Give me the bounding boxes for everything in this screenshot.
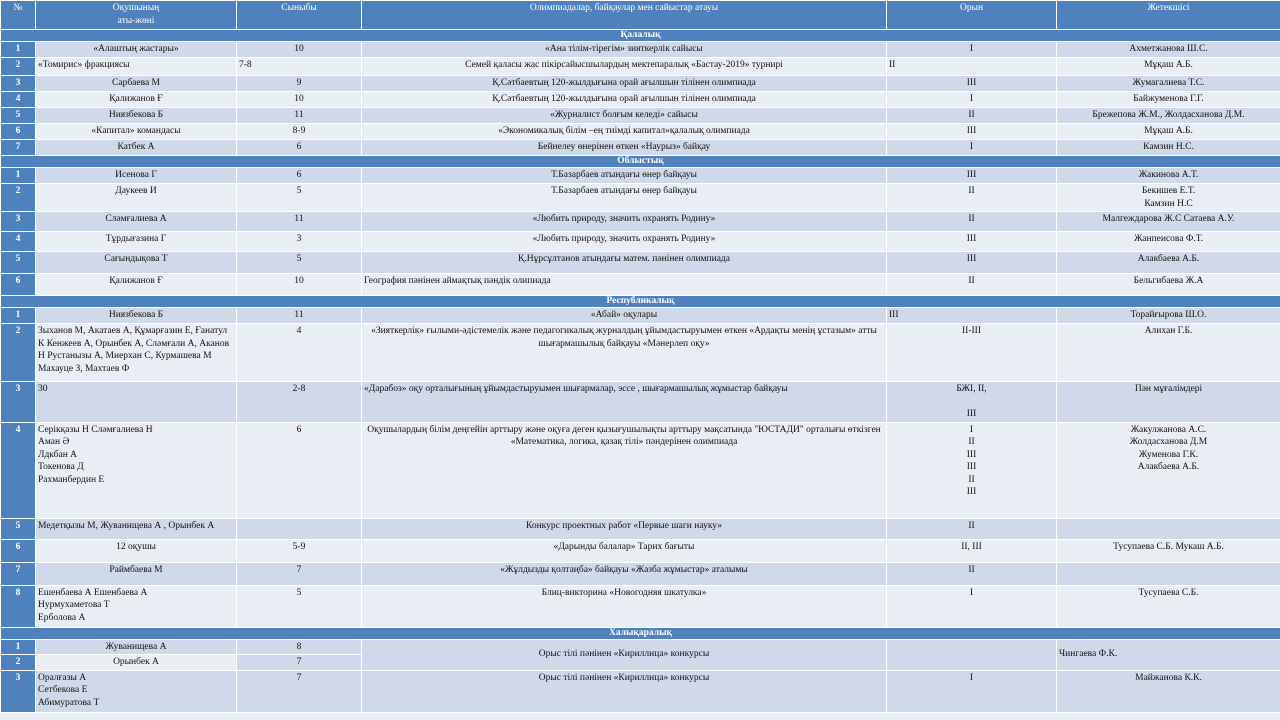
num: 7 (1, 140, 36, 156)
header-grade: Сыныбы (237, 1, 362, 30)
student-cell: Даукеев И (36, 184, 237, 212)
place-cell: II (887, 58, 1057, 76)
student-cell: Зыханов М, Акатаев А, Құмарғазин Е, Ғанатул К Кенжеев А, Орынбек А, Сләмғали А, Аканов Н Рустанызы А, Миерхан С, Курмашева М Махауце З, Махтаев Ф (36, 324, 237, 382)
table-row (1, 562, 1280, 585)
event-cell: Қ.Сәтбаевтың 120-жылдығына орай ағылшын тілінен олимпиада (362, 76, 887, 92)
supervisor-cell: Майжанова К.К. (1057, 670, 1280, 712)
grade-cell: 9 (237, 76, 362, 92)
table-row (1, 140, 1280, 156)
supervisor-cell: Жакинова А.Т. (1057, 168, 1280, 184)
grade-cell: 7 (237, 562, 362, 585)
num: 6 (1, 274, 36, 296)
num: 3 (1, 76, 36, 92)
supervisor-cell: Бекишев Е.Т. Камзин Н.С (1057, 184, 1280, 212)
place-cell: II, III (887, 539, 1057, 562)
place-cell: I II III III II III (887, 422, 1057, 518)
section-row-region (1, 156, 1280, 168)
section-title: Халықаралық (1, 627, 1280, 639)
supervisor-cell: Жакулжанова А.С. Жолдасханова Д.М Жуменова Г.К. Алакбаева А.Б. (1057, 422, 1280, 518)
place-cell: II-III (887, 324, 1057, 382)
table-row (1, 252, 1280, 274)
grade-cell: 4 (237, 324, 362, 382)
num: 5 (1, 518, 36, 539)
event-cell: Бейнелеу өнерінен өткен «Наурыз» байқау (362, 140, 887, 156)
student-cell: Ешенбаева А Ешенбаева А Нурмухаметова Т Ерболова А (36, 585, 237, 627)
num: 1 (1, 308, 36, 324)
table-row (1, 168, 1280, 184)
event-cell: «Дарабоз» оқу орталығының ұйымдастыруымен шығармалар, эссе , шығармашылық жұмыстар байқауы (362, 382, 887, 423)
table-row (1, 124, 1280, 140)
table-header-row (1, 1, 1280, 30)
header-event: Олимпиадалар, байқаулар мен сайыстар атауы (362, 1, 887, 30)
grade-cell: 3 (237, 232, 362, 252)
student-cell: Катбек А (36, 140, 237, 156)
event-cell: «Журналист болғым келеді» сайысы (362, 108, 887, 124)
place-cell (887, 639, 1057, 670)
student-cell: Сарбаева М (36, 76, 237, 92)
supervisor-cell: Малгеждарова Ж.С Сатаева А.У. (1057, 212, 1280, 232)
supervisor-cell: Алихан Г.Б. (1057, 324, 1280, 382)
table-row (1, 324, 1280, 382)
section-row-international (1, 627, 1280, 639)
supervisor-cell: Байжуменова Г.Г. (1057, 92, 1280, 108)
supervisor-cell (1057, 518, 1280, 539)
table-row (1, 42, 1280, 58)
num: 2 (1, 58, 36, 76)
place-cell: I (887, 42, 1057, 58)
student-cell: Оралғазы А Сетбекова Е Абимуратова Т (36, 670, 237, 712)
grade-cell: 11 (237, 108, 362, 124)
table-row (1, 382, 1280, 423)
header-supervisor: Жетекшісі (1057, 1, 1280, 30)
grade-cell: 6 (237, 168, 362, 184)
place-cell: I (887, 670, 1057, 712)
event-cell: «Дарынды балалар» Тарих бағыты (362, 539, 887, 562)
student-cell: «Алаштың жастары» (36, 42, 237, 58)
num: 2 (1, 655, 36, 671)
event-cell: «Ана тілім-тірегім» зияткерлік сайысы (362, 42, 887, 58)
student-cell: Орынбек А (36, 655, 237, 671)
table-row (1, 76, 1280, 92)
table-row (1, 422, 1280, 518)
event-cell: Қ.Нұрсұлтанов атындағы матем. пәнінен олимпиада (362, 252, 887, 274)
table-row (1, 639, 1280, 655)
event-cell: География пәнінен аймақтық пәндік олипиада (362, 274, 887, 296)
grade-cell: 7 (237, 670, 362, 712)
num: 2 (1, 184, 36, 212)
student-cell: 12 оқушы (36, 539, 237, 562)
num: 7 (1, 562, 36, 585)
table-row (1, 108, 1280, 124)
section-title: Қалалық (1, 30, 1280, 42)
grade-cell: 8 (237, 639, 362, 655)
place-cell: I (887, 92, 1057, 108)
event-cell: Орыс тілі пәнінен «Кириллица» конкурсы (362, 670, 887, 712)
student-cell: «Капитал» командасы (36, 124, 237, 140)
num: 5 (1, 108, 36, 124)
grade-cell: 11 (237, 308, 362, 324)
table-row (1, 92, 1280, 108)
student-cell: Қалижанов Ғ (36, 274, 237, 296)
table-row (1, 585, 1280, 627)
grade-cell: 7-8 (237, 58, 362, 76)
place-cell: II (887, 562, 1057, 585)
supervisor-cell: Жумагалиева Т.С. (1057, 76, 1280, 92)
section-title: Облыстық (1, 156, 1280, 168)
student-cell: Ниязбекова Б (36, 108, 237, 124)
num: 5 (1, 252, 36, 274)
num: 1 (1, 42, 36, 58)
event-cell: «Абай» оқулары (362, 308, 887, 324)
place-cell: III (887, 76, 1057, 92)
num: 4 (1, 422, 36, 518)
student-cell: Серікқазы Н Сләмғалиева Н Аман Ә Лдкбан А Токенова Д Рахманбердин Е (36, 422, 237, 518)
student-cell: Медетқызы М, Жуванищева А , Орынбек А (36, 518, 237, 539)
grade-cell: 5-9 (237, 539, 362, 562)
place-cell: I (887, 585, 1057, 627)
supervisor-cell (1057, 562, 1280, 585)
supervisor-cell: Брежепова Ж.М., Жолдасханова Д.М. (1057, 108, 1280, 124)
event-cell: Блиц-викторина «Новогодняя шкатулка» (362, 585, 887, 627)
supervisor-cell: Тусупаева С.Б. (1057, 585, 1280, 627)
student-cell: Ниязбекова Б (36, 308, 237, 324)
supervisor-cell: Пән мұғалімдері (1057, 382, 1280, 423)
supervisor-cell: Камзин Н.С. (1057, 140, 1280, 156)
event-cell: Орыс тілі пәнінен «Кириллица» конкурсы (362, 639, 887, 670)
event-cell: Оқушылардың білім деңгейін арттыру және оқуға деген қызығушылықты арттыру мақсатында "ЮСТАДИ" орталығы өткізген «Математика, логика, қазақ тілі» пәндерінен олимпиада (362, 422, 887, 518)
student-cell: 30 (36, 382, 237, 423)
num: 6 (1, 539, 36, 562)
grade-cell: 8-9 (237, 124, 362, 140)
header-student: Оқушының аты-жөні (36, 1, 237, 30)
num: 4 (1, 92, 36, 108)
table-row (1, 274, 1280, 296)
supervisor-cell: Мұқаш А.Б. (1057, 124, 1280, 140)
student-cell: Тұрдығазина Г (36, 232, 237, 252)
num: 3 (1, 670, 36, 712)
student-cell: Сағындықова Т (36, 252, 237, 274)
student-cell: Сләмғалиева А (36, 212, 237, 232)
num: 3 (1, 382, 36, 423)
supervisor-cell: Алакбаева А.Б. (1057, 252, 1280, 274)
place-cell: I (887, 140, 1057, 156)
event-cell: Семей қаласы жас пікірсайысшылардың мектепаралық «Бастау-2019» турнирі (362, 58, 887, 76)
grade-cell: 5 (237, 252, 362, 274)
num: 4 (1, 232, 36, 252)
place-cell: II (887, 212, 1057, 232)
table-row (1, 539, 1280, 562)
supervisor-cell: Торайғырова Ш.О. (1057, 308, 1280, 324)
table-row (1, 212, 1280, 232)
place-cell: III (887, 252, 1057, 274)
place-cell: III (887, 124, 1057, 140)
table-row (1, 58, 1280, 76)
place-cell: III (887, 308, 1057, 324)
event-cell: «Экономикалық білім –ең тиімді капитал»қалалық олимпиада (362, 124, 887, 140)
event-cell: «Жұлдызды қолтаңба» байқауы «Жазба жұмыстар» аталымы (362, 562, 887, 585)
header-place: Орын (887, 1, 1057, 30)
table-row (1, 670, 1280, 712)
event-cell: Конкурс проектных работ «Первые шаги науку» (362, 518, 887, 539)
grade-cell: 7 (237, 655, 362, 671)
student-cell: Жуванищева А (36, 639, 237, 655)
grade-cell: 10 (237, 92, 362, 108)
place-cell: II (887, 274, 1057, 296)
section-row-city (1, 30, 1280, 42)
supervisor-cell: Бельгибаева Ж.А (1057, 274, 1280, 296)
num: 2 (1, 324, 36, 382)
place-cell: II (887, 518, 1057, 539)
place-cell: III (887, 232, 1057, 252)
table-row (1, 518, 1280, 539)
place-cell: III (887, 168, 1057, 184)
student-cell: Раймбаева М (36, 562, 237, 585)
supervisor-cell: Мұқаш А.Б. (1057, 58, 1280, 76)
grade-cell: 6 (237, 140, 362, 156)
grade-cell: 10 (237, 42, 362, 58)
grade-cell (237, 518, 362, 539)
grade-cell: 5 (237, 184, 362, 212)
event-cell: «Любить природу, значить охранять Родину» (362, 212, 887, 232)
student-cell: Исенова Г (36, 168, 237, 184)
num: 3 (1, 212, 36, 232)
num: 8 (1, 585, 36, 627)
table-row (1, 184, 1280, 212)
grade-cell: 5 (237, 585, 362, 627)
grade-cell: 11 (237, 212, 362, 232)
num: 6 (1, 124, 36, 140)
student-cell: «Томирис» фракциясы (36, 58, 237, 76)
supervisor-cell: Ахметжанова Ш.С. (1057, 42, 1280, 58)
supervisor-cell: Тусупаева С.Б. Мукаш А.Б. (1057, 539, 1280, 562)
grade-cell: 6 (237, 422, 362, 518)
table-row (1, 308, 1280, 324)
num: 1 (1, 168, 36, 184)
student-cell: Қалижанов Ғ (36, 92, 237, 108)
section-title: Республикалық (1, 296, 1280, 308)
supervisor-cell: Жанпеисова Ф.Т. (1057, 232, 1280, 252)
header-num: № (1, 1, 36, 30)
event-cell: «Зияткерлік» ғылыми-әдістемелік және педагогикалық журналдың ұйымдастыруымен өткен «Ардақты менің ұстазым» атты шығармашылық байқауы «Мәнерлеп оқу» (362, 324, 887, 382)
grade-cell: 2-8 (237, 382, 362, 423)
place-cell: II (887, 184, 1057, 212)
event-cell: Қ.Сәтбаевтың 120-жылдығына орай ағылшын тілінен олимпиада (362, 92, 887, 108)
table-row (1, 232, 1280, 252)
section-row-republic (1, 296, 1280, 308)
place-cell: II (887, 108, 1057, 124)
supervisor-cell: Чингаева Ф.К. (1057, 639, 1280, 670)
grade-cell: 10 (237, 274, 362, 296)
place-cell: БЖI, II, III (887, 382, 1057, 423)
num: 1 (1, 639, 36, 655)
event-cell: «Любить природу, значить охранять Родину» (362, 232, 887, 252)
event-cell: Т.Базарбаев атындағы өнер байқауы (362, 168, 887, 184)
event-cell: Т.Базарбаев атындағы өнер байқауы (362, 184, 887, 212)
